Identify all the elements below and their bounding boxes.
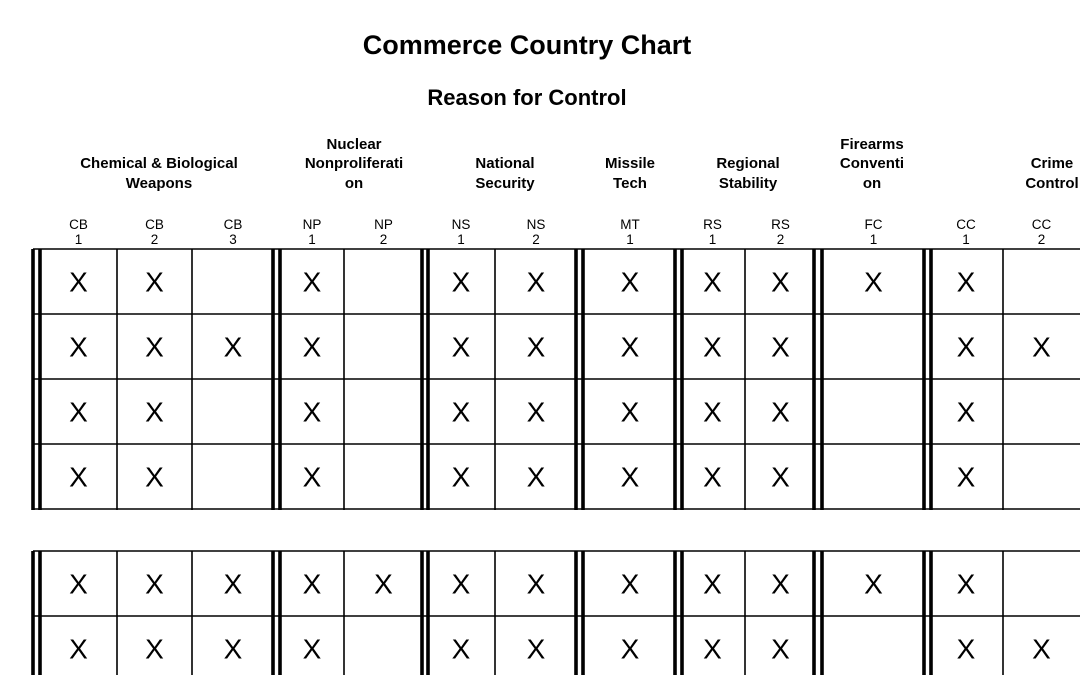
column-code: CB (223, 217, 243, 232)
column-code: RS (771, 217, 790, 232)
x-mark: X (69, 461, 88, 493)
x-mark: X (145, 331, 164, 363)
grid-block-2 (33, 551, 1080, 675)
x-mark: X (1032, 331, 1051, 363)
group-header-line: Control (1025, 174, 1079, 192)
x-mark: X (956, 266, 976, 298)
x-mark: X (703, 461, 722, 493)
column-code: CC (956, 217, 976, 232)
column-number: 3 (229, 232, 237, 247)
column-number: 2 (776, 232, 785, 247)
x-mark: X (956, 396, 976, 428)
x-mark: X (1032, 633, 1051, 665)
x-mark: X (145, 568, 164, 600)
x-mark: X (526, 633, 546, 665)
x-mark: X (771, 633, 790, 665)
x-mark: X (703, 266, 722, 298)
column-number: 1 (626, 232, 634, 247)
column-number: 1 (708, 232, 717, 247)
x-mark: X (145, 396, 164, 428)
column-number: 1 (74, 232, 83, 247)
x-mark: X (771, 461, 790, 493)
x-mark: X (145, 266, 164, 298)
group-header-line: on (862, 174, 882, 192)
group-header-line: Weapons (125, 174, 193, 192)
group-header-line: Conventi (839, 155, 905, 172)
x-mark: X (451, 633, 471, 665)
column-number: 1 (457, 232, 465, 247)
column-number: 2 (1037, 232, 1046, 247)
x-mark: X (956, 568, 976, 600)
page-title: Commerce Country Chart (362, 30, 692, 60)
x-mark: X (374, 568, 393, 600)
x-mark: X (771, 396, 790, 428)
column-code: NP (302, 217, 322, 232)
x-mark: X (302, 461, 322, 493)
x-mark: X (451, 266, 471, 298)
x-mark: X (302, 633, 322, 665)
column-code: NS (451, 217, 471, 232)
x-mark: X (864, 568, 883, 600)
grid-block-1 (33, 249, 1080, 510)
x-mark: X (864, 266, 883, 298)
x-mark: X (620, 633, 640, 665)
x-mark: X (223, 568, 243, 600)
x-mark: X (620, 568, 640, 600)
group-header-line: Regional (716, 155, 780, 172)
x-mark: X (620, 396, 640, 428)
x-mark: X (526, 568, 546, 600)
x-mark: X (526, 396, 546, 428)
x-mark: X (69, 331, 88, 363)
x-mark: X (771, 266, 790, 298)
x-mark: X (69, 568, 88, 600)
group-header-line: on (344, 174, 364, 192)
x-mark: X (771, 331, 790, 363)
x-mark: X (302, 331, 322, 363)
x-mark: X (302, 266, 322, 298)
group-header-line: Crime (1030, 155, 1074, 172)
x-mark: X (451, 461, 471, 493)
column-code: CB (69, 217, 88, 232)
column-code: FC (864, 217, 883, 232)
x-mark: X (956, 331, 976, 363)
x-mark: X (302, 568, 322, 600)
group-header-line: Nuclear (326, 135, 382, 153)
column-number: 1 (962, 232, 970, 247)
group-header-line: Tech (613, 174, 647, 192)
column-number: 1 (869, 232, 878, 247)
x-mark: X (703, 568, 722, 600)
column-number: 2 (532, 232, 540, 247)
group-header-line: Chemical & Biological (80, 155, 238, 172)
x-mark: X (771, 568, 790, 600)
x-mark: X (223, 331, 243, 363)
group-header-line: Stability (718, 174, 778, 192)
x-mark: X (703, 331, 722, 363)
x-mark: X (526, 461, 546, 493)
column-code: MT (620, 217, 640, 232)
column-code: CC (1031, 217, 1052, 232)
group-header-line: Missile (604, 155, 656, 172)
group-header-line: Nonproliferati (304, 155, 404, 172)
x-mark: X (69, 266, 88, 298)
column-code: NS (526, 217, 546, 232)
x-mark: X (620, 461, 640, 493)
column-number: 2 (379, 232, 388, 247)
x-mark: X (956, 633, 976, 665)
x-mark: X (526, 331, 546, 363)
column-number: 1 (308, 232, 316, 247)
x-mark: X (145, 461, 164, 493)
x-mark: X (69, 396, 88, 428)
x-mark: X (620, 331, 640, 363)
x-mark: X (526, 266, 546, 298)
x-mark: X (145, 633, 164, 665)
column-code: RS (703, 217, 722, 232)
group-header-line: Security (475, 174, 535, 192)
x-mark: X (69, 633, 88, 665)
x-mark: X (620, 266, 640, 298)
column-code: CB (145, 217, 164, 232)
column-number: 2 (150, 232, 159, 247)
page-subtitle: Reason for Control (427, 85, 627, 110)
x-mark: X (703, 396, 722, 428)
group-header-line: National (475, 155, 535, 172)
group-header-line: Firearms (840, 135, 904, 153)
x-mark: X (956, 461, 976, 493)
x-mark: X (451, 331, 471, 363)
x-mark: X (451, 396, 471, 428)
x-mark: X (302, 396, 322, 428)
x-mark: X (703, 633, 722, 665)
x-mark: X (223, 633, 243, 665)
x-mark: X (451, 568, 471, 600)
column-code: NP (374, 217, 393, 232)
